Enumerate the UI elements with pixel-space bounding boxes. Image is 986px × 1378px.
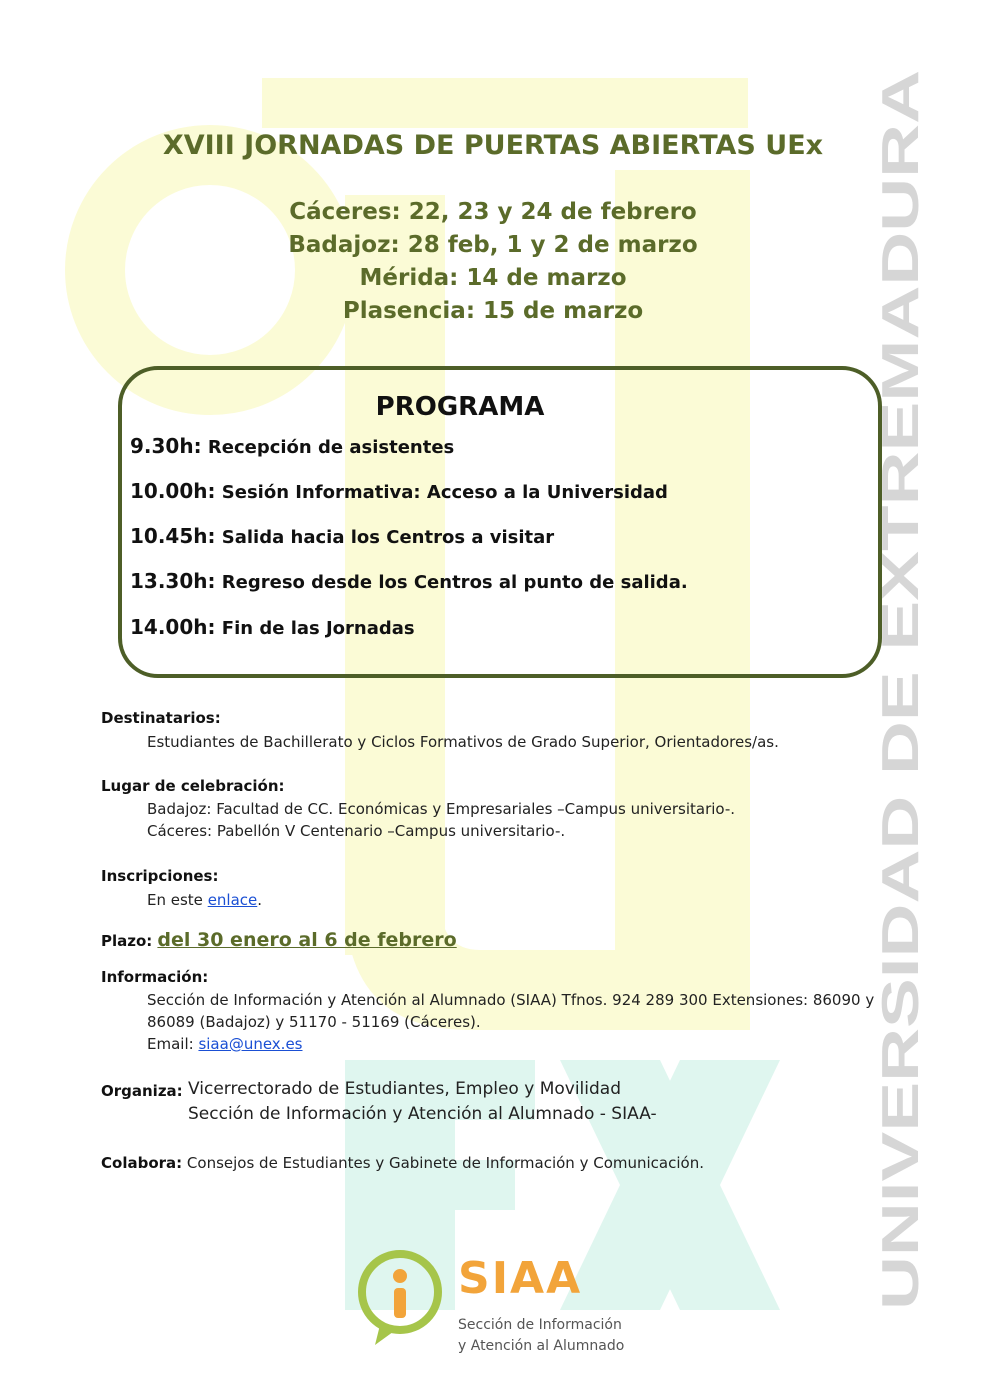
- inscripciones-label: Inscripciones:: [101, 867, 219, 885]
- logo-sub-line1: Sección de Información: [458, 1317, 622, 1333]
- date-caceres: Cáceres: 22, 23 y 24 de febrero: [289, 199, 697, 225]
- informacion-email: [147, 1033, 303, 1055]
- programa-text: Fin de las Jornadas: [221, 618, 415, 639]
- programa-text: Sesión Informativa: Acceso a la Universidad: [221, 482, 668, 503]
- destinatarios-text: Estudiantes de Bachillerato y Ciclos Formativos de Grado Superior, Orientadores/as.: [147, 733, 779, 751]
- colabora-text: Consejos de Estudiantes y Gabinete de Información y Comunicación.: [186, 1154, 704, 1172]
- date-plasencia: Plasencia: 15 de marzo: [342, 298, 644, 324]
- inscripciones-suffix: .: [257, 891, 263, 909]
- siaa-logo: [355, 1245, 655, 1355]
- programa-time: 13.30h:: [130, 569, 216, 593]
- destinatarios-label: Destinatarios:: [101, 709, 221, 727]
- programa-time: 10.00h:: [130, 479, 216, 503]
- page-title: XVIII JORNADAS DE PUERTAS ABIERTAS UEx: [162, 130, 824, 161]
- programa-text: Salida hacia los Centros a visitar: [221, 527, 555, 548]
- informacion-label: Información:: [101, 968, 209, 986]
- informacion-line2: 86089 (Badajoz) y 51170 - 51169 (Cáceres).: [147, 1013, 481, 1031]
- lugar-label: Lugar de celebración:: [101, 777, 285, 795]
- plazo-value: del 30 enero al 6 de febrero: [157, 929, 457, 951]
- programa-item: [130, 524, 554, 548]
- programa-title: PROGRAMA: [375, 392, 545, 422]
- email-link[interactable]: siaa@unex.es: [198, 1035, 303, 1053]
- plazo-label: Plazo:: [101, 932, 153, 950]
- programa-text: Regreso desde los Centros al punto de salida.: [221, 572, 688, 593]
- plazo-row: [101, 929, 457, 951]
- info-i-icon: [355, 1245, 450, 1350]
- programa-item: [130, 569, 688, 593]
- logo-word: SIAA: [458, 1253, 583, 1304]
- organiza-line2: Sección de Información y Atención al Alumnado - SIAA-: [188, 1104, 657, 1124]
- programa-item: [130, 615, 415, 639]
- campus-dates: [0, 196, 986, 328]
- vertical-watermark-text: UNIVERSIDAD DE EXTREMADURA: [872, 446, 930, 1310]
- programa-time: 10.45h:: [130, 524, 216, 548]
- organiza-line1: Vicerrectorado de Estudiantes, Empleo y Movilidad: [188, 1079, 621, 1099]
- email-label: Email:: [147, 1035, 199, 1053]
- programa-text: Recepción de asistentes: [207, 437, 455, 458]
- informacion-line1: Sección de Información y Atención al Alumnado (SIAA) Tfnos. 924 289 300 Extensiones: 86090 y: [147, 991, 875, 1009]
- inscripciones-text: [147, 889, 262, 911]
- logo-sub-line2: y Atención al Alumnado: [458, 1338, 625, 1354]
- inscripciones-prefix: En este: [147, 891, 208, 909]
- lugar-badajoz: Badajoz: Facultad de CC. Económicas y Empresariales –Campus universitario-.: [147, 800, 736, 818]
- programa-time: 9.30h:: [130, 434, 202, 458]
- colabora-row: [101, 1154, 704, 1172]
- programa-item: [130, 434, 454, 458]
- programa-time: 14.00h:: [130, 615, 216, 639]
- inscripciones-link[interactable]: enlace: [207, 891, 258, 909]
- date-merida: Mérida: 14 de marzo: [359, 265, 627, 291]
- organiza-label: Organiza:: [101, 1082, 183, 1100]
- lugar-caceres: Cáceres: Pabellón V Centenario –Campus universitario-.: [147, 822, 566, 840]
- programa-item: [130, 479, 668, 503]
- date-badajoz: Badajoz: 28 feb, 1 y 2 de marzo: [288, 232, 698, 258]
- colabora-label: Colabora:: [101, 1154, 183, 1172]
